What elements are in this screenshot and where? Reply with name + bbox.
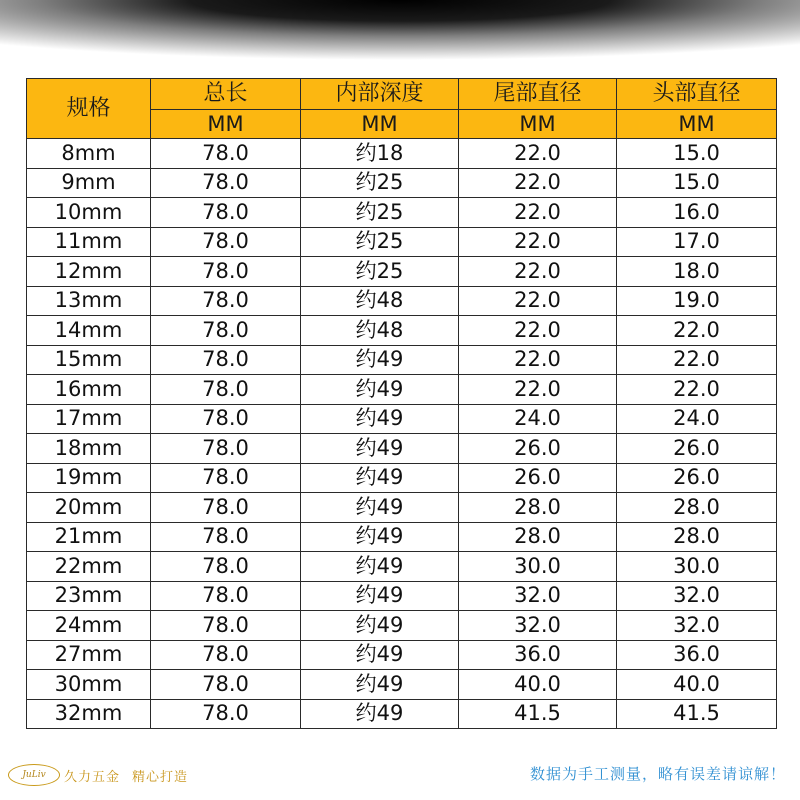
table-row xyxy=(27,139,777,169)
cell-inner-depth: 约49 xyxy=(301,670,459,700)
cell-head-diameter: 32.0 xyxy=(617,611,777,641)
cell-inner-depth: 约25 xyxy=(301,168,459,198)
table-row xyxy=(27,434,777,464)
cell-tail-diameter: 30.0 xyxy=(459,552,617,582)
header-head-diameter: 头部直径 xyxy=(617,79,777,110)
cell-tail-diameter: 24.0 xyxy=(459,404,617,434)
unit-total-length: MM xyxy=(151,110,301,139)
table-row xyxy=(27,640,777,670)
cell-tail-diameter: 36.0 xyxy=(459,640,617,670)
cell-head-diameter: 15.0 xyxy=(617,139,777,169)
cell-head-diameter: 24.0 xyxy=(617,404,777,434)
cell-spec: 30mm xyxy=(27,670,151,700)
cell-head-diameter: 16.0 xyxy=(617,198,777,228)
table-row xyxy=(27,699,777,729)
cell-inner-depth: 约49 xyxy=(301,552,459,582)
cell-total-length: 78.0 xyxy=(151,316,301,346)
table-row xyxy=(27,257,777,287)
cell-tail-diameter: 32.0 xyxy=(459,611,617,641)
cell-head-diameter: 26.0 xyxy=(617,463,777,493)
cell-head-diameter: 15.0 xyxy=(617,168,777,198)
unit-head-diameter: MM xyxy=(617,110,777,139)
cell-inner-depth: 约48 xyxy=(301,286,459,316)
cell-inner-depth: 约25 xyxy=(301,198,459,228)
cell-total-length: 78.0 xyxy=(151,581,301,611)
cell-spec: 9mm xyxy=(27,168,151,198)
cell-tail-diameter: 28.0 xyxy=(459,493,617,523)
cell-inner-depth: 约49 xyxy=(301,699,459,729)
cell-tail-diameter: 22.0 xyxy=(459,257,617,287)
cell-inner-depth: 约49 xyxy=(301,463,459,493)
unit-inner-depth: MM xyxy=(301,110,459,139)
cell-head-diameter: 28.0 xyxy=(617,522,777,552)
table-row xyxy=(27,522,777,552)
cell-head-diameter: 22.0 xyxy=(617,316,777,346)
cell-spec: 15mm xyxy=(27,345,151,375)
cell-head-diameter: 40.0 xyxy=(617,670,777,700)
table-body xyxy=(27,139,777,729)
cell-total-length: 78.0 xyxy=(151,463,301,493)
cell-spec: 14mm xyxy=(27,316,151,346)
cell-tail-diameter: 22.0 xyxy=(459,139,617,169)
cell-spec: 11mm xyxy=(27,227,151,257)
cell-spec: 13mm xyxy=(27,286,151,316)
cell-spec: 22mm xyxy=(27,552,151,582)
brand-name: 久力五金 xyxy=(64,769,121,785)
cell-tail-diameter: 28.0 xyxy=(459,522,617,552)
cell-total-length: 78.0 xyxy=(151,286,301,316)
cell-total-length: 78.0 xyxy=(151,434,301,464)
cell-total-length: 78.0 xyxy=(151,404,301,434)
cell-head-diameter: 30.0 xyxy=(617,552,777,582)
table-row xyxy=(27,286,777,316)
cell-inner-depth: 约49 xyxy=(301,522,459,552)
table-row xyxy=(27,611,777,641)
header-tail-diameter: 尾部直径 xyxy=(459,79,617,110)
cell-total-length: 78.0 xyxy=(151,552,301,582)
cell-total-length: 78.0 xyxy=(151,670,301,700)
cell-tail-diameter: 22.0 xyxy=(459,375,617,405)
cell-spec: 24mm xyxy=(27,611,151,641)
cell-spec: 20mm xyxy=(27,493,151,523)
cell-spec: 27mm xyxy=(27,640,151,670)
cell-inner-depth: 约49 xyxy=(301,581,459,611)
cell-total-length: 78.0 xyxy=(151,345,301,375)
cell-spec: 19mm xyxy=(27,463,151,493)
cell-inner-depth: 约49 xyxy=(301,434,459,464)
cell-total-length: 78.0 xyxy=(151,227,301,257)
table-row xyxy=(27,670,777,700)
cell-inner-depth: 约49 xyxy=(301,493,459,523)
cell-total-length: 78.0 xyxy=(151,493,301,523)
cell-head-diameter: 36.0 xyxy=(617,640,777,670)
cell-inner-depth: 约25 xyxy=(301,257,459,287)
cell-total-length: 78.0 xyxy=(151,139,301,169)
cell-head-diameter: 32.0 xyxy=(617,581,777,611)
brand-logo-mark: JuLiv xyxy=(8,764,60,786)
cell-tail-diameter: 22.0 xyxy=(459,168,617,198)
brand-logo xyxy=(8,764,188,786)
cell-inner-depth: 约18 xyxy=(301,139,459,169)
spec-table xyxy=(26,78,777,729)
cell-head-diameter: 18.0 xyxy=(617,257,777,287)
cell-head-diameter: 41.5 xyxy=(617,699,777,729)
cell-inner-depth: 约48 xyxy=(301,316,459,346)
header-inner-depth: 内部深度 xyxy=(301,79,459,110)
cell-total-length: 78.0 xyxy=(151,640,301,670)
cell-head-diameter: 22.0 xyxy=(617,375,777,405)
cell-tail-diameter: 26.0 xyxy=(459,434,617,464)
cell-spec: 16mm xyxy=(27,375,151,405)
cell-spec: 21mm xyxy=(27,522,151,552)
cell-inner-depth: 约49 xyxy=(301,611,459,641)
cell-inner-depth: 约49 xyxy=(301,345,459,375)
unit-tail-diameter: MM xyxy=(459,110,617,139)
header-total-length: 总长 xyxy=(151,79,301,110)
cell-spec: 17mm xyxy=(27,404,151,434)
header-spec: 规格 xyxy=(27,79,151,139)
table-row xyxy=(27,404,777,434)
cell-total-length: 78.0 xyxy=(151,611,301,641)
cell-tail-diameter: 26.0 xyxy=(459,463,617,493)
cell-tail-diameter: 22.0 xyxy=(459,316,617,346)
cell-inner-depth: 约49 xyxy=(301,375,459,405)
cell-inner-depth: 约25 xyxy=(301,227,459,257)
table-row xyxy=(27,375,777,405)
cell-tail-diameter: 32.0 xyxy=(459,581,617,611)
cell-head-diameter: 19.0 xyxy=(617,286,777,316)
cell-spec: 10mm xyxy=(27,198,151,228)
cell-inner-depth: 约49 xyxy=(301,640,459,670)
table-row xyxy=(27,345,777,375)
table-row xyxy=(27,198,777,228)
cell-tail-diameter: 22.0 xyxy=(459,345,617,375)
cell-spec: 18mm xyxy=(27,434,151,464)
cell-total-length: 78.0 xyxy=(151,375,301,405)
cell-tail-diameter: 41.5 xyxy=(459,699,617,729)
measurement-note: 数据为手工测量，略有误差请谅解！ xyxy=(529,765,786,783)
table-row xyxy=(27,168,777,198)
cell-tail-diameter: 22.0 xyxy=(459,286,617,316)
table-row xyxy=(27,581,777,611)
cell-spec: 8mm xyxy=(27,139,151,169)
cell-total-length: 78.0 xyxy=(151,257,301,287)
cell-spec: 23mm xyxy=(27,581,151,611)
cell-tail-diameter: 40.0 xyxy=(459,670,617,700)
brand-slogan: 精心打造 xyxy=(132,769,189,785)
cell-total-length: 78.0 xyxy=(151,198,301,228)
table-row xyxy=(27,227,777,257)
cell-inner-depth: 约49 xyxy=(301,404,459,434)
cell-head-diameter: 22.0 xyxy=(617,345,777,375)
cell-head-diameter: 26.0 xyxy=(617,434,777,464)
header-row xyxy=(27,79,777,110)
cell-head-diameter: 28.0 xyxy=(617,493,777,523)
cell-spec: 32mm xyxy=(27,699,151,729)
top-shadow xyxy=(0,0,800,60)
cell-spec: 12mm xyxy=(27,257,151,287)
cell-tail-diameter: 22.0 xyxy=(459,198,617,228)
cell-total-length: 78.0 xyxy=(151,699,301,729)
table-row xyxy=(27,463,777,493)
table-row xyxy=(27,552,777,582)
cell-head-diameter: 17.0 xyxy=(617,227,777,257)
table-row xyxy=(27,493,777,523)
table-row xyxy=(27,316,777,346)
cell-total-length: 78.0 xyxy=(151,522,301,552)
cell-total-length: 78.0 xyxy=(151,168,301,198)
cell-tail-diameter: 22.0 xyxy=(459,227,617,257)
